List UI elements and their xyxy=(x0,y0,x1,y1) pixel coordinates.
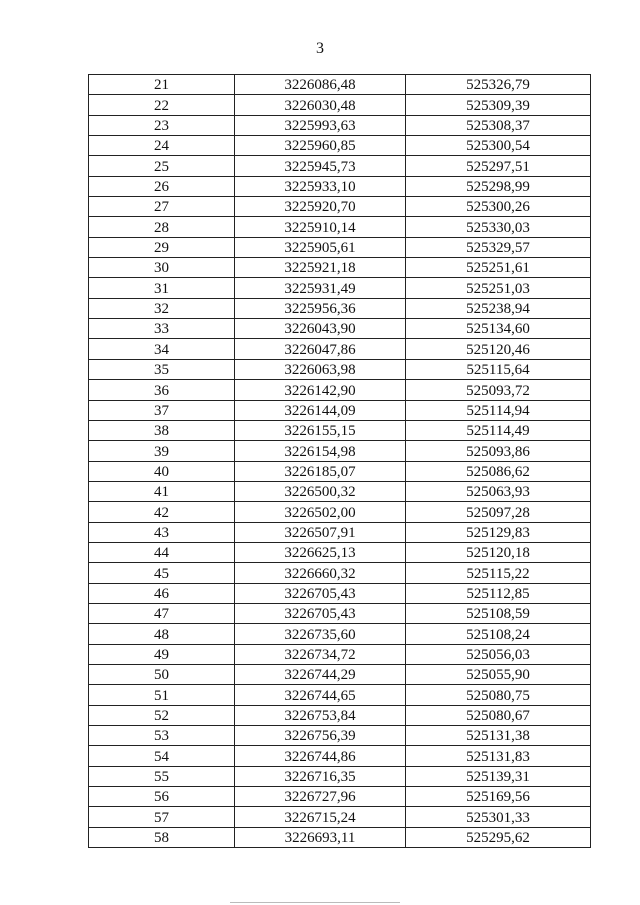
point-number-cell: 50 xyxy=(89,664,235,684)
y-coordinate-cell: 525326,79 xyxy=(406,75,591,95)
table-row xyxy=(89,339,591,359)
table-row xyxy=(89,136,591,156)
point-number-cell: 28 xyxy=(89,217,235,237)
table-row xyxy=(89,400,591,420)
table-row xyxy=(89,746,591,766)
x-coordinate-cell: 3226735,60 xyxy=(235,624,406,644)
y-coordinate-cell: 525300,26 xyxy=(406,197,591,217)
point-number-cell: 30 xyxy=(89,258,235,278)
table-row xyxy=(89,726,591,746)
y-coordinate-cell: 525093,72 xyxy=(406,380,591,400)
point-number-cell: 32 xyxy=(89,298,235,318)
coordinates-table xyxy=(88,74,591,848)
x-coordinate-cell: 3226705,43 xyxy=(235,603,406,623)
table-row xyxy=(89,359,591,379)
x-coordinate-cell: 3225956,36 xyxy=(235,298,406,318)
x-coordinate-cell: 3225960,85 xyxy=(235,136,406,156)
x-coordinate-cell: 3226185,07 xyxy=(235,461,406,481)
x-coordinate-cell: 3226744,29 xyxy=(235,664,406,684)
x-coordinate-cell: 3226753,84 xyxy=(235,705,406,725)
table-row xyxy=(89,461,591,481)
y-coordinate-cell: 525301,33 xyxy=(406,807,591,827)
x-coordinate-cell: 3226734,72 xyxy=(235,644,406,664)
point-number-cell: 55 xyxy=(89,766,235,786)
y-coordinate-cell: 525112,85 xyxy=(406,583,591,603)
table-row xyxy=(89,502,591,522)
y-coordinate-cell: 525129,83 xyxy=(406,522,591,542)
table-row xyxy=(89,156,591,176)
table-row xyxy=(89,258,591,278)
table-row xyxy=(89,278,591,298)
x-coordinate-cell: 3226744,86 xyxy=(235,746,406,766)
point-number-cell: 24 xyxy=(89,136,235,156)
point-number-cell: 22 xyxy=(89,95,235,115)
point-number-cell: 43 xyxy=(89,522,235,542)
x-coordinate-cell: 3225910,14 xyxy=(235,217,406,237)
x-coordinate-cell: 3226705,43 xyxy=(235,583,406,603)
x-coordinate-cell: 3225920,70 xyxy=(235,197,406,217)
point-number-cell: 46 xyxy=(89,583,235,603)
table-row xyxy=(89,319,591,339)
point-number-cell: 34 xyxy=(89,339,235,359)
table-row xyxy=(89,807,591,827)
y-coordinate-cell: 525114,94 xyxy=(406,400,591,420)
y-coordinate-cell: 525309,39 xyxy=(406,95,591,115)
table-row xyxy=(89,766,591,786)
table-row xyxy=(89,75,591,95)
table-row xyxy=(89,644,591,664)
y-coordinate-cell: 525115,64 xyxy=(406,359,591,379)
point-number-cell: 49 xyxy=(89,644,235,664)
point-number-cell: 47 xyxy=(89,603,235,623)
page-bottom-line xyxy=(230,902,400,903)
y-coordinate-cell: 525120,18 xyxy=(406,542,591,562)
table-row xyxy=(89,115,591,135)
x-coordinate-cell: 3226693,11 xyxy=(235,827,406,847)
y-coordinate-cell: 525295,62 xyxy=(406,827,591,847)
y-coordinate-cell: 525169,56 xyxy=(406,787,591,807)
point-number-cell: 52 xyxy=(89,705,235,725)
x-coordinate-cell: 3225933,10 xyxy=(235,176,406,196)
table-row xyxy=(89,380,591,400)
y-coordinate-cell: 525093,86 xyxy=(406,441,591,461)
y-coordinate-cell: 525330,03 xyxy=(406,217,591,237)
y-coordinate-cell: 525097,28 xyxy=(406,502,591,522)
page-number: 3 xyxy=(316,40,324,57)
table-row xyxy=(89,176,591,196)
x-coordinate-cell: 3226086,48 xyxy=(235,75,406,95)
table-row xyxy=(89,441,591,461)
table-row xyxy=(89,624,591,644)
point-number-cell: 42 xyxy=(89,502,235,522)
point-number-cell: 39 xyxy=(89,441,235,461)
y-coordinate-cell: 525055,90 xyxy=(406,664,591,684)
point-number-cell: 21 xyxy=(89,75,235,95)
y-coordinate-cell: 525108,24 xyxy=(406,624,591,644)
x-coordinate-cell: 3226144,09 xyxy=(235,400,406,420)
y-coordinate-cell: 525080,75 xyxy=(406,685,591,705)
y-coordinate-cell: 525134,60 xyxy=(406,319,591,339)
x-coordinate-cell: 3226043,90 xyxy=(235,319,406,339)
point-number-cell: 26 xyxy=(89,176,235,196)
y-coordinate-cell: 525238,94 xyxy=(406,298,591,318)
table-row xyxy=(89,583,591,603)
table-row xyxy=(89,298,591,318)
y-coordinate-cell: 525251,03 xyxy=(406,278,591,298)
y-coordinate-cell: 525108,59 xyxy=(406,603,591,623)
point-number-cell: 27 xyxy=(89,197,235,217)
x-coordinate-cell: 3226727,96 xyxy=(235,787,406,807)
x-coordinate-cell: 3226716,35 xyxy=(235,766,406,786)
point-number-cell: 54 xyxy=(89,746,235,766)
y-coordinate-cell: 525308,37 xyxy=(406,115,591,135)
y-coordinate-cell: 525300,54 xyxy=(406,136,591,156)
coordinates-table-body xyxy=(89,75,591,848)
table-row xyxy=(89,787,591,807)
point-number-cell: 40 xyxy=(89,461,235,481)
point-number-cell: 23 xyxy=(89,115,235,135)
table-row xyxy=(89,481,591,501)
y-coordinate-cell: 525080,67 xyxy=(406,705,591,725)
table-row xyxy=(89,197,591,217)
point-number-cell: 44 xyxy=(89,542,235,562)
x-coordinate-cell: 3226715,24 xyxy=(235,807,406,827)
point-number-cell: 45 xyxy=(89,563,235,583)
point-number-cell: 29 xyxy=(89,237,235,257)
point-number-cell: 53 xyxy=(89,726,235,746)
x-coordinate-cell: 3226030,48 xyxy=(235,95,406,115)
y-coordinate-cell: 525131,38 xyxy=(406,726,591,746)
table-row xyxy=(89,827,591,847)
point-number-cell: 31 xyxy=(89,278,235,298)
y-coordinate-cell: 525139,31 xyxy=(406,766,591,786)
point-number-cell: 37 xyxy=(89,400,235,420)
y-coordinate-cell: 525120,46 xyxy=(406,339,591,359)
table-row xyxy=(89,420,591,440)
table-row xyxy=(89,705,591,725)
y-coordinate-cell: 525115,22 xyxy=(406,563,591,583)
x-coordinate-cell: 3226625,13 xyxy=(235,542,406,562)
point-number-cell: 25 xyxy=(89,156,235,176)
y-coordinate-cell: 525063,93 xyxy=(406,481,591,501)
y-coordinate-cell: 525056,03 xyxy=(406,644,591,664)
table-row xyxy=(89,237,591,257)
x-coordinate-cell: 3226155,15 xyxy=(235,420,406,440)
y-coordinate-cell: 525086,62 xyxy=(406,461,591,481)
table-row xyxy=(89,685,591,705)
point-number-cell: 48 xyxy=(89,624,235,644)
x-coordinate-cell: 3226154,98 xyxy=(235,441,406,461)
y-coordinate-cell: 525251,61 xyxy=(406,258,591,278)
y-coordinate-cell: 525298,99 xyxy=(406,176,591,196)
table-row xyxy=(89,563,591,583)
y-coordinate-cell: 525131,83 xyxy=(406,746,591,766)
x-coordinate-cell: 3226756,39 xyxy=(235,726,406,746)
x-coordinate-cell: 3225993,63 xyxy=(235,115,406,135)
x-coordinate-cell: 3225921,18 xyxy=(235,258,406,278)
x-coordinate-cell: 3226500,32 xyxy=(235,481,406,501)
y-coordinate-cell: 525329,57 xyxy=(406,237,591,257)
x-coordinate-cell: 3226502,00 xyxy=(235,502,406,522)
point-number-cell: 51 xyxy=(89,685,235,705)
x-coordinate-cell: 3226047,86 xyxy=(235,339,406,359)
y-coordinate-cell: 525114,49 xyxy=(406,420,591,440)
table-row xyxy=(89,522,591,542)
table-row xyxy=(89,217,591,237)
table-row xyxy=(89,95,591,115)
x-coordinate-cell: 3225931,49 xyxy=(235,278,406,298)
x-coordinate-cell: 3226142,90 xyxy=(235,380,406,400)
x-coordinate-cell: 3226063,98 xyxy=(235,359,406,379)
x-coordinate-cell: 3226744,65 xyxy=(235,685,406,705)
x-coordinate-cell: 3225945,73 xyxy=(235,156,406,176)
table-row xyxy=(89,664,591,684)
point-number-cell: 36 xyxy=(89,380,235,400)
point-number-cell: 35 xyxy=(89,359,235,379)
table-row xyxy=(89,603,591,623)
x-coordinate-cell: 3225905,61 xyxy=(235,237,406,257)
table-row xyxy=(89,542,591,562)
point-number-cell: 33 xyxy=(89,319,235,339)
y-coordinate-cell: 525297,51 xyxy=(406,156,591,176)
x-coordinate-cell: 3226507,91 xyxy=(235,522,406,542)
x-coordinate-cell: 3226660,32 xyxy=(235,563,406,583)
point-number-cell: 57 xyxy=(89,807,235,827)
point-number-cell: 41 xyxy=(89,481,235,501)
point-number-cell: 56 xyxy=(89,787,235,807)
point-number-cell: 58 xyxy=(89,827,235,847)
point-number-cell: 38 xyxy=(89,420,235,440)
